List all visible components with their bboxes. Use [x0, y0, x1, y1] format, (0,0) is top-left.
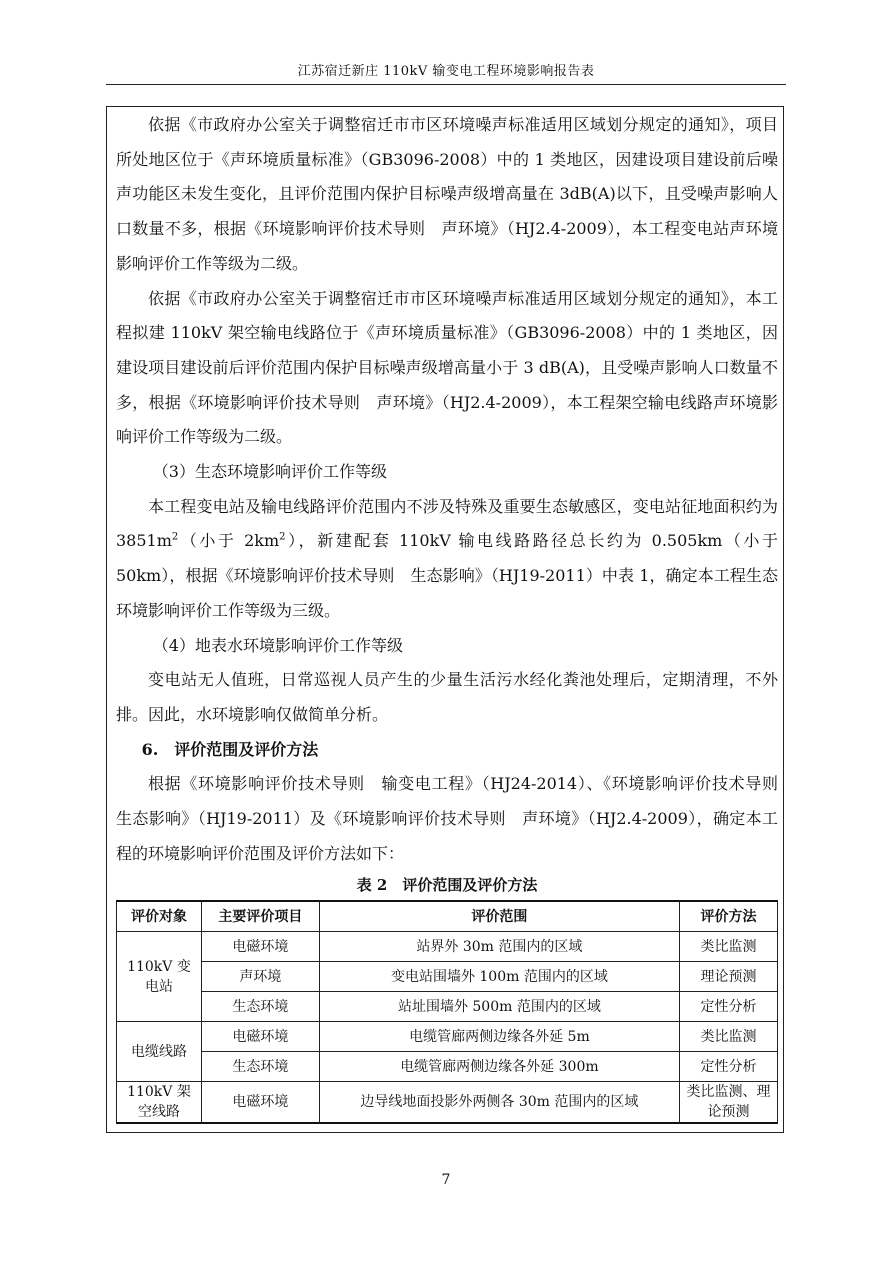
cell-method: 类比监测 [680, 1022, 778, 1052]
cell-item: 声环境 [201, 962, 319, 992]
paragraph-eval-basis: 根据《环境影响评价技术导则 输变电工程》（HJ24-2014）、《环境影响评价技术导则 生态影响》（HJ19-2011）及《环境影响评价技术导则 声环境》（HJ2.4-2009），确定本工程的环境影响评价范围及评价方法如下： [116, 774, 795, 863]
table-row [117, 962, 778, 992]
paragraph-line-noise: 依据《市政府办公室关于调整宿迁市市区环境噪声标准适用区域划分规定的通知》，本工程拟建 110kV 架空输电线路位于《声环境质量标准》（GB3096-2008）中的 1 类地区，因建设项目建设前后评价范围内保护目标噪声级增高量小于 3 dB(A)，且受噪声影响人口数量不多，根据《环境影响评价技术导则 声环境》（HJ2.4-2009），本工程架空输电线路声环境影响评价工作等级为二级。 [116, 288, 778, 447]
cell-method: 类比监测、理论预测 [680, 1082, 778, 1124]
paragraph-substation-noise: 依据《市政府办公室关于调整宿迁市市区环境噪声标准适用区域划分规定的通知》，项目所处地区位于《声环境质量标准》（GB3096-2008）中的 1 类地区，因建设项目建设前后噪声功能区未发生变化，且评价范围内保护目标噪声级增高量在 3dB(A)以下，且受噪声影响人口数量不多，根据《环境影响评价技术导则 声环境》（HJ2.4-2009），本工程变电站声环境影响评价工作等级为二级。 [116, 115, 778, 273]
cell-method: 定性分析 [680, 992, 778, 1022]
header-rule [106, 84, 786, 85]
report-body [116, 108, 795, 871]
superscript-area-1: 2 [171, 532, 179, 544]
header-method: 评价方法 [680, 901, 778, 932]
evaluation-table [116, 900, 778, 1124]
cell-range: 边导线地面投影外两侧各 30m 范围内的区域 [319, 1082, 679, 1124]
table-row [117, 1052, 778, 1082]
ecology-text-c: ），新建配套 110kV 输电线路路径总长约为 0.505km（小于 50km），根据《环境影响评价技术导则 生态影响》（HJ19-2011）中表 1，确定本工程生态环境影响评价工作等级为三级。 [116, 531, 778, 620]
page-header: 江苏宿迁新庄 110kV 输变电工程环境影响报告表 [297, 64, 595, 79]
cell-item: 电磁环境 [201, 1022, 319, 1052]
subheading-surface-water-level: （4）地表水环境影响评价工作等级 [152, 635, 403, 655]
paragraph-ecology [116, 490, 778, 629]
cell-range: 变电站围墙外 100m 范围内的区域 [319, 962, 679, 992]
cell-item: 生态环境 [201, 992, 319, 1022]
ecology-text-b: （小于 2km [178, 531, 280, 551]
paragraph-surface-water: 变电站无人值班，日常巡视人员产生的少量生活污水经化粪池处理后，定期清理，不外排。因此，水环境影响仅做简单分析。 [116, 670, 778, 724]
cell-range: 站址围墙外 500m 范围内的区域 [319, 992, 679, 1022]
section-heading-6: 6. 评价范围及评价方法 [141, 739, 319, 759]
cell-range: 电缆管廊两侧边缘各外延 300m [319, 1052, 679, 1082]
group-cable: 电缆线路 [117, 1022, 202, 1082]
header-range: 评价范围 [319, 901, 679, 932]
ecology-text-a: 本工程变电站及输电线路评价范围内不涉及特殊及重要生态敏感区，变电站征地面积约为 3851m [116, 496, 778, 551]
group-substation: 110kV 变电站 [117, 932, 202, 1022]
cell-range: 站界外 30m 范围内的区域 [319, 932, 679, 962]
table-header-row [117, 901, 778, 932]
table-row [117, 992, 778, 1022]
cell-range: 电缆管廊两侧边缘各外延 5m [319, 1022, 679, 1052]
header-item: 主要评价项目 [201, 901, 319, 932]
table-row [117, 1022, 778, 1052]
table-caption: 表 2 评价范围及评价方法 [356, 876, 538, 894]
page-number: 7 [441, 1172, 451, 1188]
cell-method: 类比监测 [680, 932, 778, 962]
subheading-ecology-level: （3）生态环境影响评价工作等级 [152, 462, 387, 482]
superscript-area-2: 2 [279, 532, 286, 544]
cell-method: 定性分析 [680, 1052, 778, 1082]
group-overhead: 110kV 架空线路 [117, 1082, 202, 1124]
cell-method: 理论预测 [680, 962, 778, 992]
cell-item: 电磁环境 [201, 932, 319, 962]
header-object: 评价对象 [117, 901, 202, 932]
table-row [117, 1082, 778, 1124]
cell-item: 电磁环境 [201, 1082, 319, 1124]
table-row [117, 932, 778, 962]
cell-item: 生态环境 [201, 1052, 319, 1082]
